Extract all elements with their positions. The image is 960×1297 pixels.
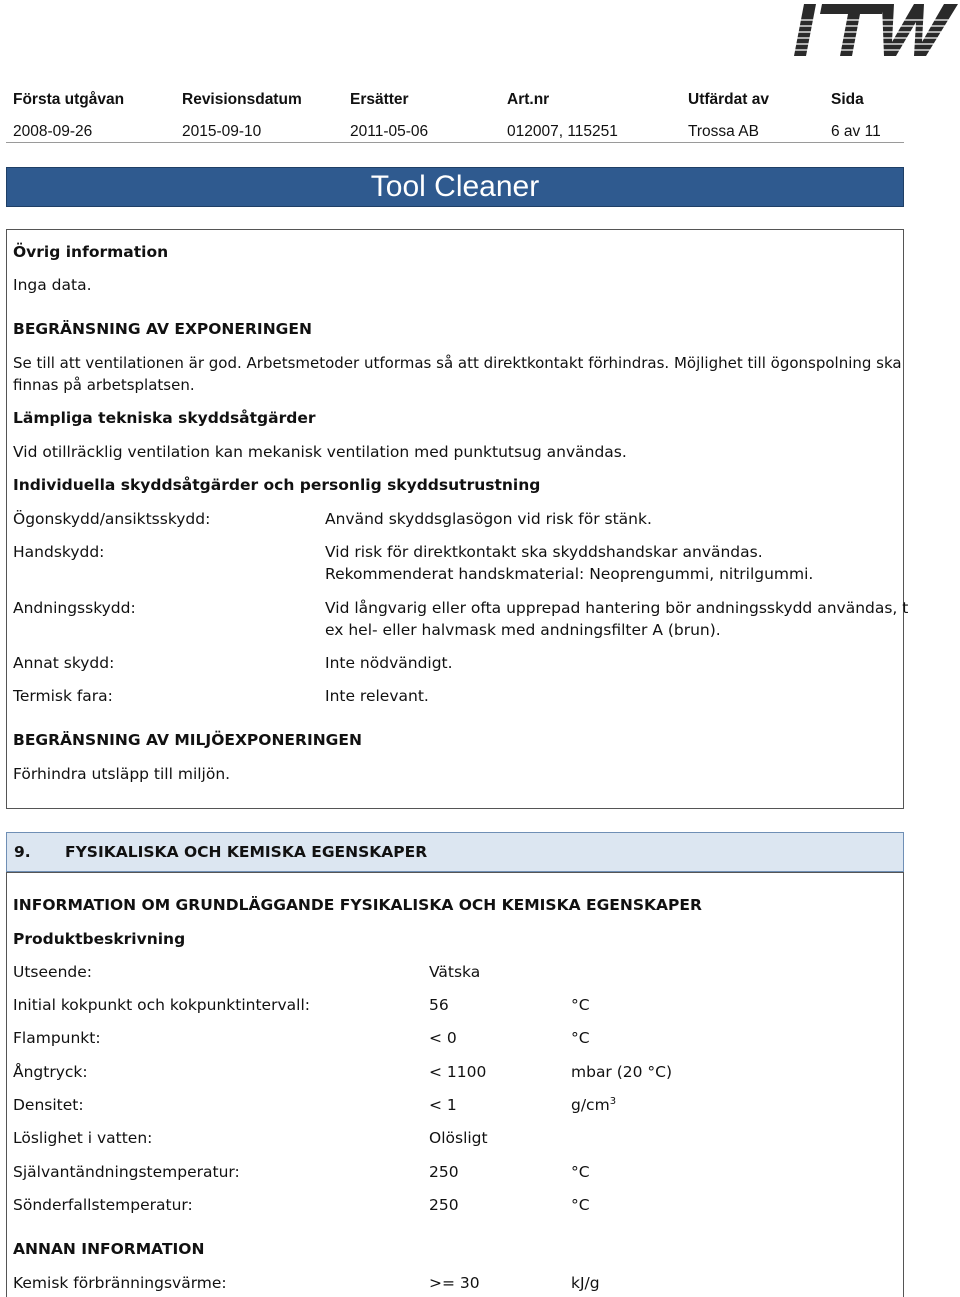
property-label: Löslighet i vatten: [13,1129,153,1147]
header-value-issued-by: Trossa AB [688,123,759,140]
property-unit [571,1096,616,1114]
property-label: Kemisk förbränningsvärme: [13,1274,227,1292]
property-value: < 1100 [429,1063,487,1081]
property-unit: °C [571,1196,590,1214]
section-9-header [6,832,904,872]
header-value-art-nr: 012007, 115251 [507,123,618,140]
respiratory-protection-label: Andningsskydd: [13,599,136,617]
property-value: < 1 [429,1096,457,1114]
property-unit: °C [571,996,590,1014]
hand-protection-value-line2: Rekommenderat handskmaterial: Neoprengummi, nitrilgummi. [325,565,814,583]
limit-exposure-text-line2: finnas på arbetsplatsen. [13,376,195,394]
technical-measures-heading: Lämpliga tekniska skyddsåtgärder [13,409,316,427]
respiratory-protection-value-line2: ex hel- eller halvmask med andningsfilter A (brun). [325,621,721,639]
other-info-text: Inga data. [13,276,92,294]
property-value: 250 [429,1163,459,1181]
header-label-page: Sida [831,91,864,108]
section-9-title: FYSIKALISKA OCH KEMISKA EGENSKAPER [65,843,428,861]
property-label: Utseende: [13,963,92,981]
header-label-replaces: Ersätter [350,91,409,108]
header-value-page: 6 av 11 [831,123,881,140]
property-unit: °C [571,1163,590,1181]
header-value-replaces: 2011-05-06 [350,123,429,140]
property-value: Olösligt [429,1129,488,1147]
property-label: Självantändningstemperatur: [13,1163,240,1181]
limit-exposure-text-line1: Se till att ventilationen är god. Arbetsmetoder utformas så att direktkontakt förhindras. Möjlighet till ögonspolning ska [13,354,902,372]
property-value: 56 [429,996,449,1014]
property-label: Sönderfallstemperatur: [13,1196,193,1214]
basic-properties-heading: INFORMATION OM GRUNDLÄGGANDE FYSIKALISKA OCH KEMISKA EGENSKAPER [13,896,702,914]
technical-measures-text: Vid otillräcklig ventilation kan mekanisk ventilation med punktutsug användas. [13,443,627,461]
property-label: Flampunkt: [13,1029,101,1047]
header-value-revision-date: 2015-09-10 [182,123,262,140]
hand-protection-label: Handskydd: [13,543,105,561]
respiratory-protection-value-line1: Vid långvarig eller ofta upprepad hantering bör andningsskydd användas, t [325,599,909,617]
density-unit-superscript: 3 [609,1096,617,1107]
section-9-number: 9. [14,843,31,861]
itw-logo [786,0,960,58]
eye-protection-value: Använd skyddsglasögon vid risk för stänk. [325,510,652,528]
other-information-heading: ANNAN INFORMATION [13,1240,205,1258]
property-unit: kJ/g [571,1274,600,1292]
property-value: >= 30 [429,1274,480,1292]
eye-protection-label: Ögonskydd/ansiktsskydd: [13,510,211,528]
product-description-heading: Produktbeskrivning [13,930,186,948]
individual-measures-heading: Individuella skyddsåtgärder och personlig skyddsutrustning [13,476,541,494]
header-value-first-edition: 2008-09-26 [13,123,93,140]
header-label-revision-date: Revisionsdatum [182,91,302,108]
header-divider [6,142,904,143]
property-value: < 0 [429,1029,457,1047]
property-value: 250 [429,1196,459,1214]
other-info-heading: Övrig information [13,243,169,261]
other-protection-label: Annat skydd: [13,654,115,672]
thermal-hazard-label: Termisk fara: [13,687,113,705]
property-label: Initial kokpunkt och kokpunktintervall: [13,996,310,1014]
env-exposure-heading: BEGRÄNSNING AV MILJÖEXPONERINGEN [13,731,362,749]
title-band [6,167,904,207]
density-unit-base: g/cm [571,1096,610,1115]
header-label-first-edition: Första utgåvan [13,91,125,108]
property-label: Ångtryck: [13,1063,88,1081]
other-protection-value: Inte nödvändigt. [325,654,453,672]
hand-protection-value-line1: Vid risk för direktkontakt ska skyddshandskar användas. [325,543,763,561]
thermal-hazard-value: Inte relevant. [325,687,429,705]
env-exposure-text: Förhindra utsläpp till miljön. [13,765,231,783]
property-label: Densitet: [13,1096,84,1114]
product-title: Tool Cleaner [370,170,540,203]
limit-exposure-heading: BEGRÄNSNING AV EXPONERINGEN [13,320,312,338]
header-label-art-nr: Art.nr [507,91,550,108]
property-unit: °C [571,1029,590,1047]
property-unit: mbar (20 °C) [571,1063,673,1081]
property-value: Vätska [429,963,481,981]
header-label-issued-by: Utfärdat av [688,91,769,108]
